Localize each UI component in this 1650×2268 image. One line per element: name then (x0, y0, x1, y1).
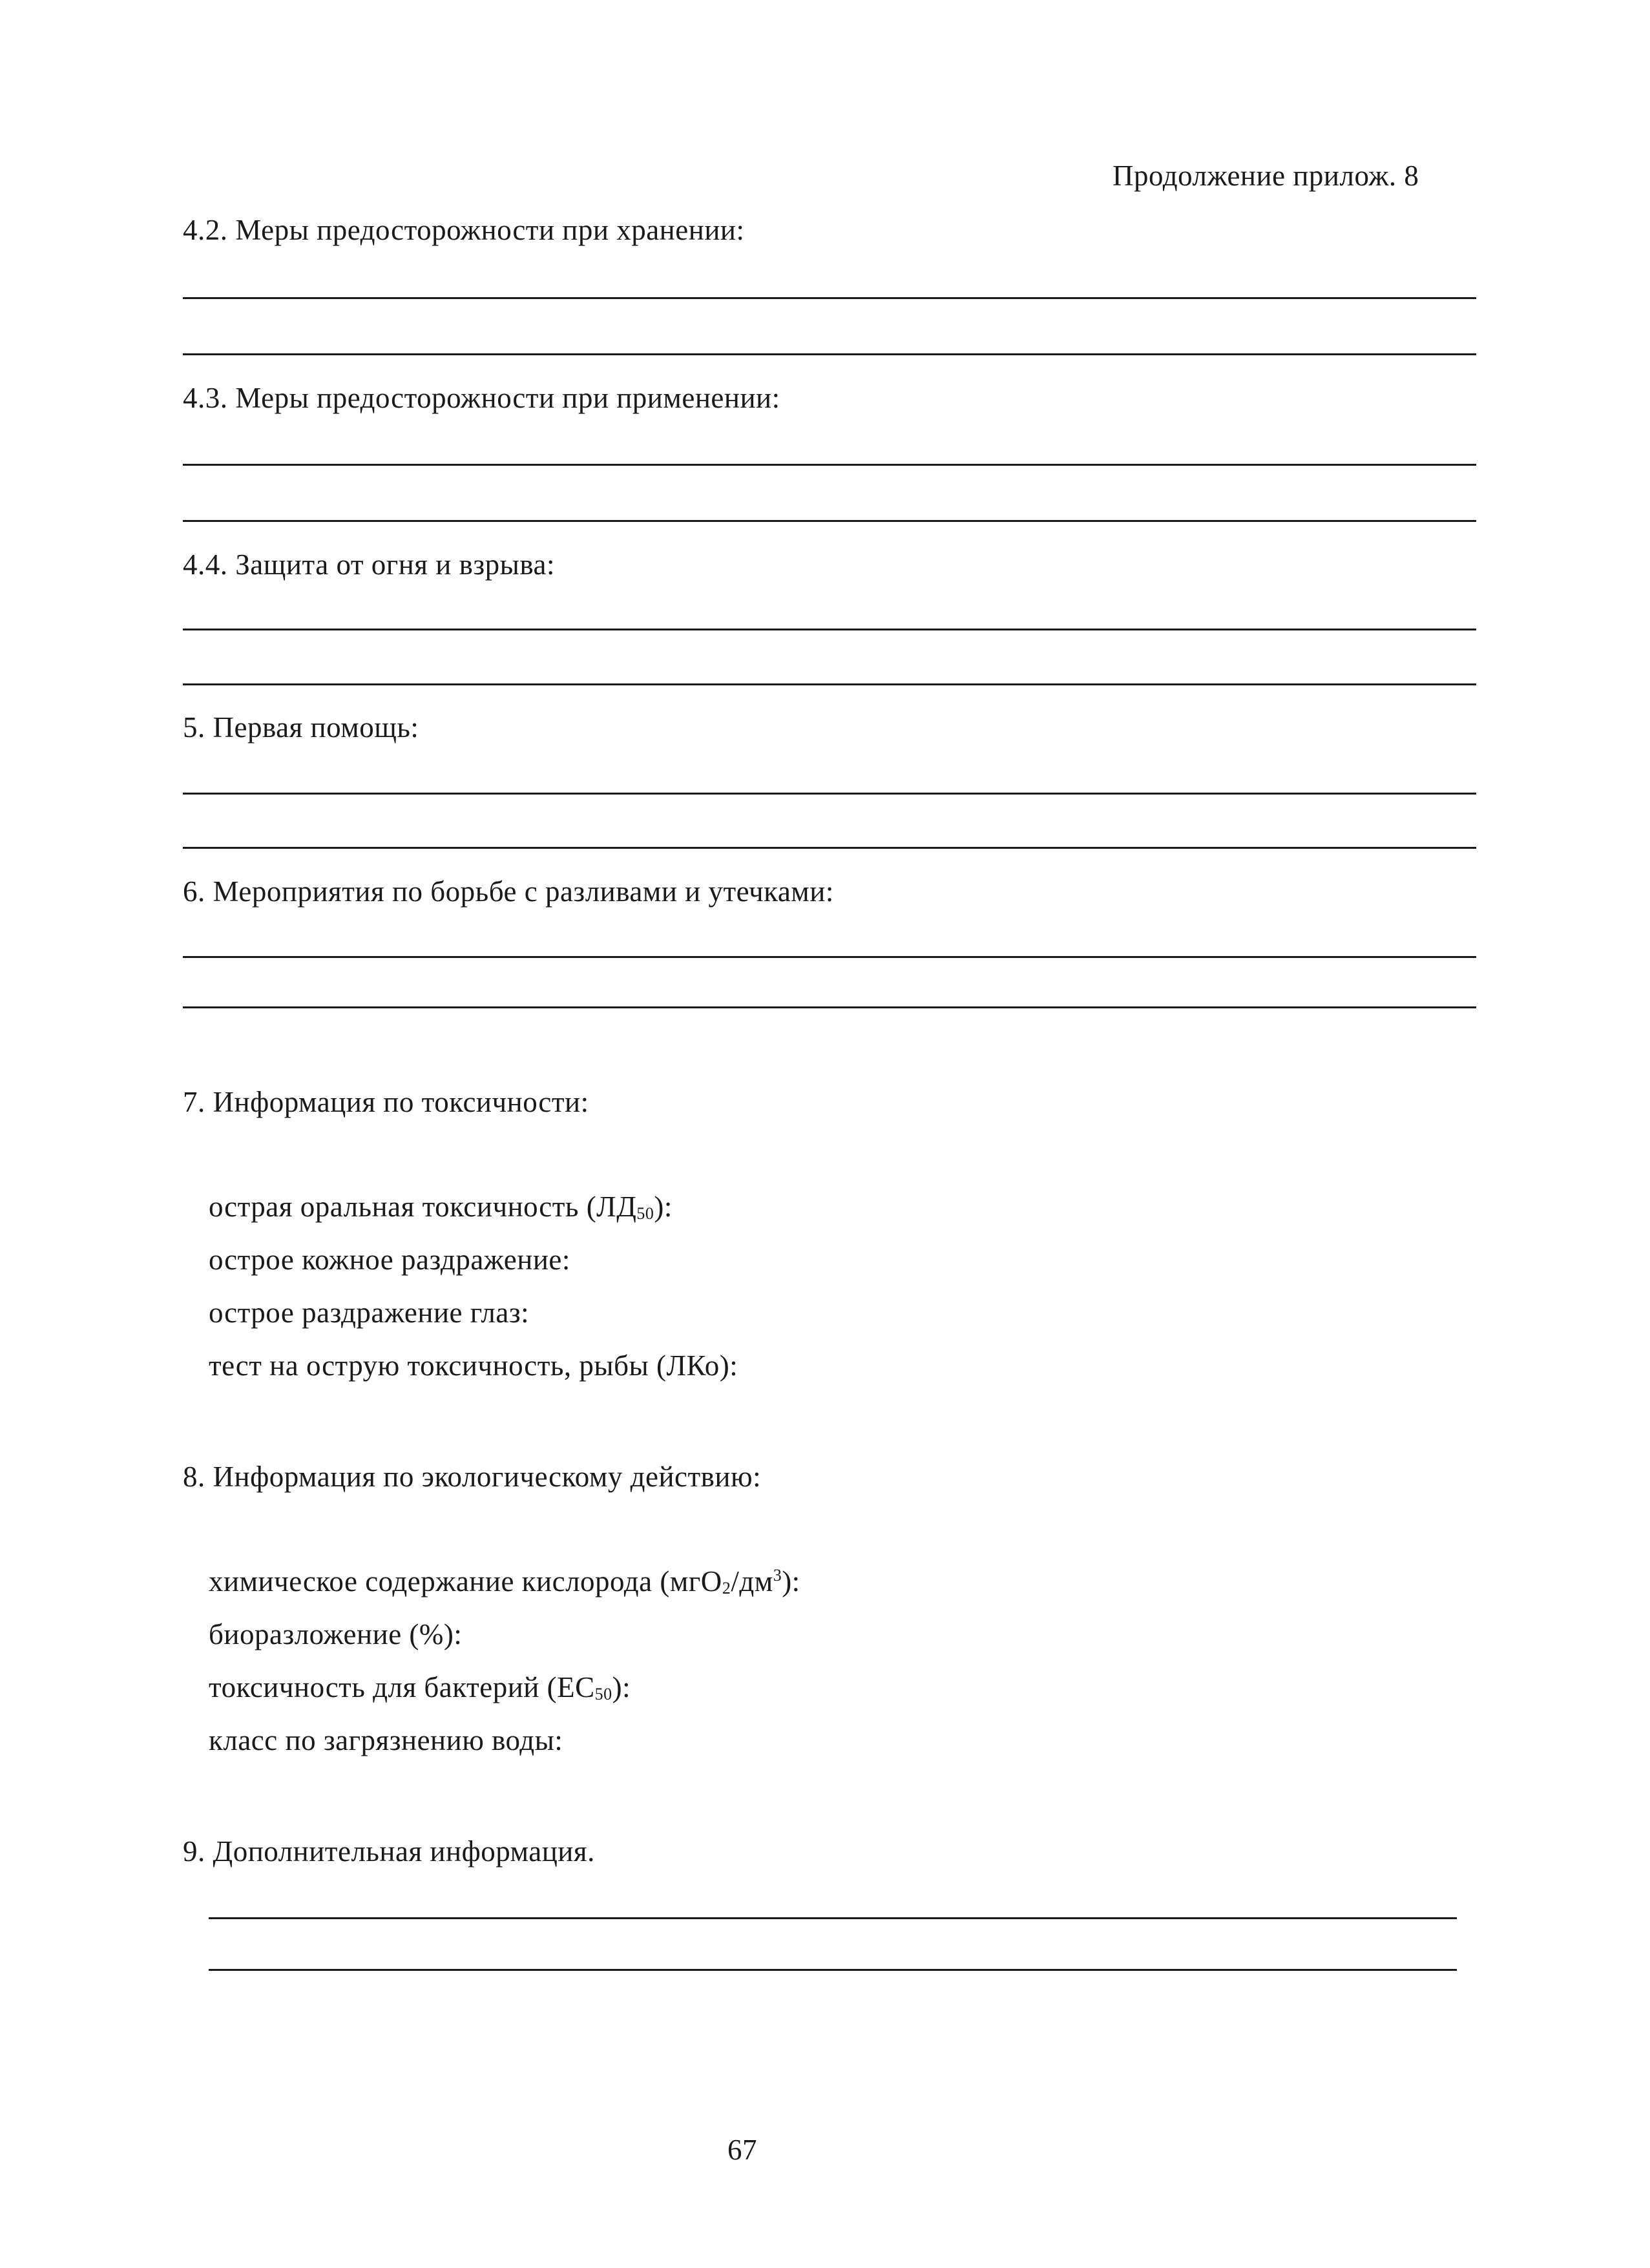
answer-line (183, 847, 1476, 849)
section-8-title: 8. Информация по экологическому действию: (183, 1461, 762, 1493)
chemical-oxygen-demand-label: химическое содержание кислорода $(мгО_2/дм^3)$: (209, 1565, 800, 1597)
acute-eye-irritation-label: острое раздражение глаз: (209, 1296, 530, 1329)
answer-line (183, 297, 1476, 299)
bacteria-toxicity-label: токсичность для бактерий $(ЕС_{50})$: (209, 1671, 631, 1703)
acute-oral-toxicity-label: острая оральная токсичность $(ЛД_{50})$: (209, 1191, 673, 1223)
answer-line (183, 520, 1476, 522)
acute-skin-irritation-label: острое кожное раздражение: (209, 1243, 570, 1276)
section-9-title: 9. Дополнительная информация. (183, 1835, 595, 1867)
fish-toxicity-test-label: тест на острую токсичность, рыбы (ЛКо): (209, 1349, 738, 1382)
section-4-2-title: 4.2. Меры предосторожности при хранении: (183, 214, 745, 246)
answer-line (183, 1006, 1476, 1008)
section-6-title: 6. Мероприятия по борьбе с разливами и утечками: (183, 875, 834, 908)
section-5-title: 5. Первая помощь: (183, 711, 419, 744)
water-pollution-class-label: класс по загрязнению воды: (209, 1724, 563, 1756)
section-7-title: 7. Информация по токсичности: (183, 1086, 589, 1118)
answer-line (183, 683, 1476, 685)
answer-line (209, 1917, 1457, 1919)
section-4-3-title: 4.3. Меры предосторожности при применении: (183, 382, 780, 414)
continuation-note: Продолжение прилож. 8 (1112, 160, 1419, 192)
answer-line (183, 793, 1476, 795)
answer-line (183, 353, 1476, 355)
answer-line (183, 464, 1476, 466)
biodegradation-label: биоразложение (%): (209, 1618, 463, 1650)
section-4-4-title: 4.4. Защита от огня и взрыва: (183, 548, 555, 581)
answer-line (209, 1969, 1457, 1971)
answer-line (183, 956, 1476, 958)
page-number: 67 (727, 2134, 757, 2166)
answer-line (183, 629, 1476, 630)
